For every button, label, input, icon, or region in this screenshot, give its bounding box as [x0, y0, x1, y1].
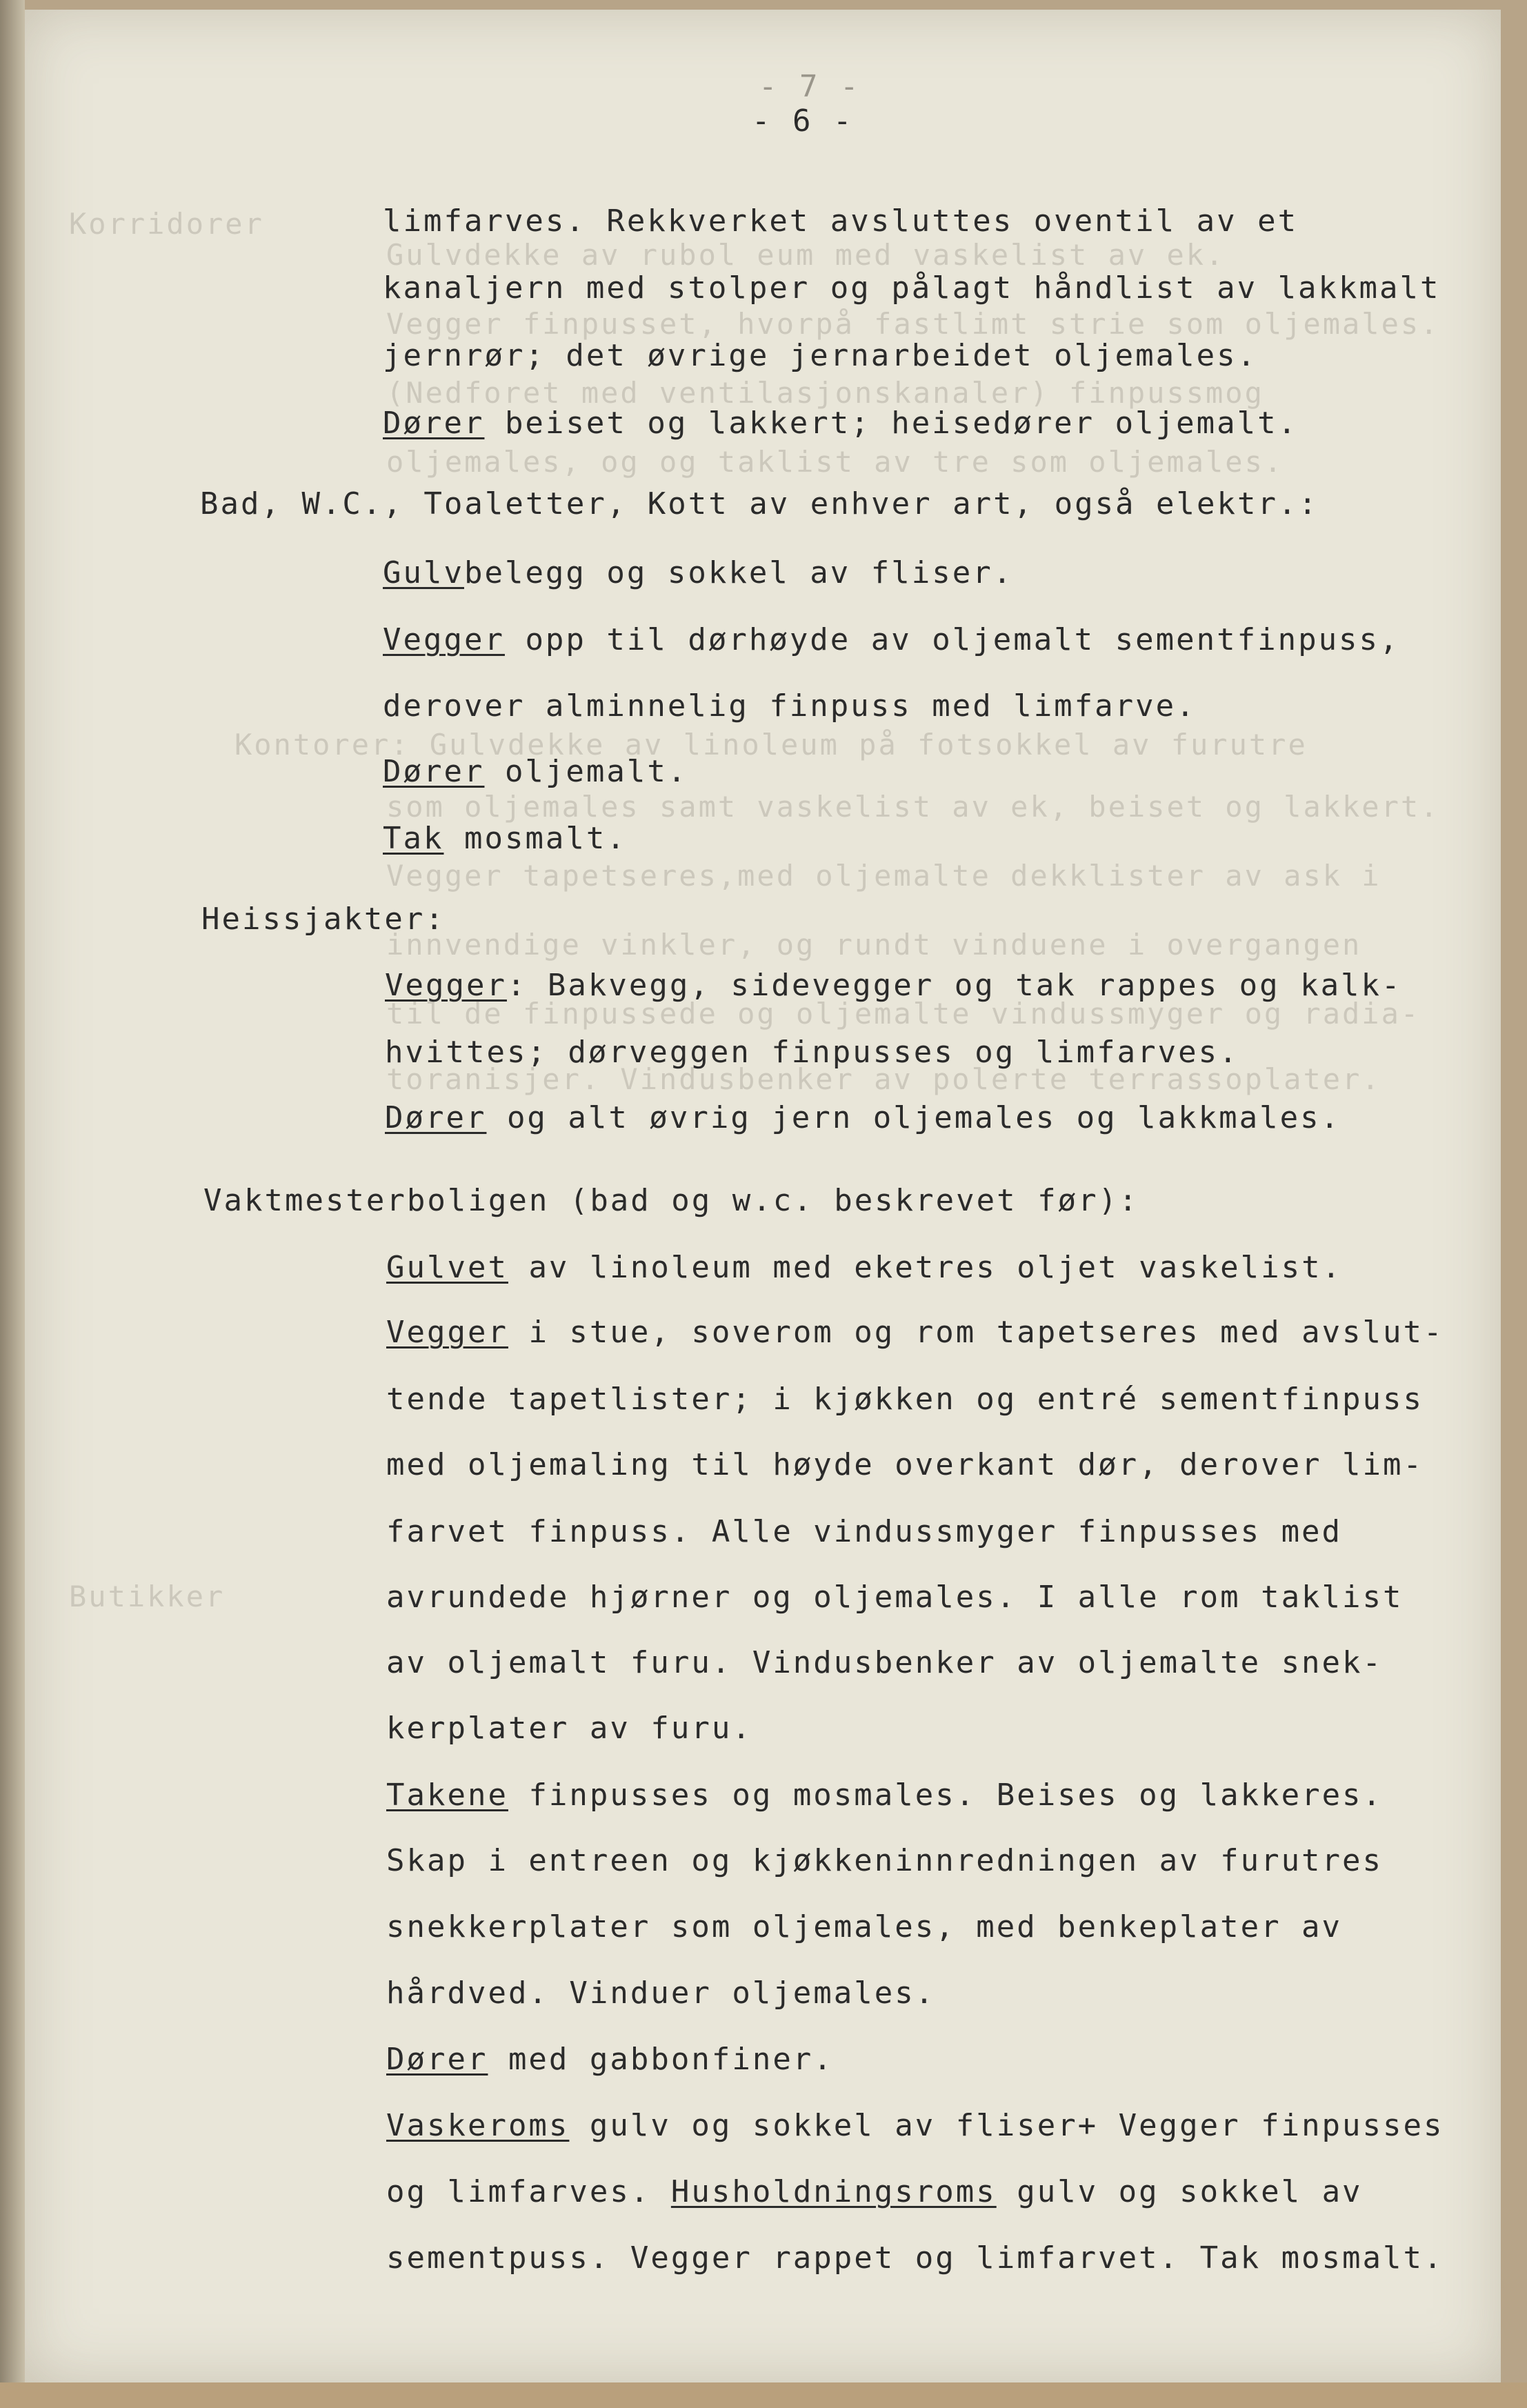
section-heading: Vaktmesterboligen (bad og w.c. beskrevet før): [203, 1183, 1139, 1218]
text-line: av oljemalt furu. Vindusbenker av oljemalte snek- [386, 1645, 1384, 1680]
underlined-term: Gulv [383, 555, 464, 590]
text-line: snekkerplater som oljemales, med benkeplater av [386, 1909, 1343, 1944]
underlined-term: Vegger [386, 1315, 508, 1350]
bleed-through-text: Vegger finpusset, hvorpå fastlimt strie som oljemales. [386, 307, 1440, 341]
text-line: tende tapetlister; i kjøkken og entré sementfinpuss [386, 1382, 1424, 1417]
text-line [386, 1250, 1342, 1285]
text-span: og limfarves. [386, 2174, 671, 2209]
text-line [383, 622, 1400, 657]
text-span: mosmalt. [443, 821, 627, 856]
underlined-term: Tak [383, 821, 444, 856]
bleed-through-text: som oljemales samt vaskelist av ek, beiset og lakkert. [386, 790, 1440, 824]
bleed-through-text: oljemales, og og taklist av tre som oljemales. [386, 445, 1284, 479]
text-line: kerplater av furu. [386, 1711, 752, 1746]
underlined-term: Husholdningsroms [670, 2174, 997, 2209]
binding-edge [0, 0, 25, 2408]
text-span: beiset og lakkert; heisedører oljemalt. [484, 406, 1299, 441]
text-line [385, 968, 1402, 1003]
text-line [386, 2108, 1444, 2143]
page-number-faint: - 7 - [759, 69, 861, 104]
text-span: opp til dørhøyde av oljemalt sementfinpuss, [504, 622, 1400, 657]
section-heading: Heissjakter: [201, 902, 446, 937]
underlined-term: Dører [383, 754, 485, 789]
text-line: avrundede hjørner og oljemales. I alle rom taklist [386, 1580, 1404, 1615]
underlined-term: Takene [386, 1778, 508, 1813]
text-line [383, 754, 688, 789]
page-number: - 6 - [752, 103, 854, 139]
text-line [385, 1100, 1341, 1135]
text-line: med oljemaling til høyde overkant dør, derover lim- [386, 1447, 1424, 1482]
underlined-term: Dører [383, 406, 485, 441]
text-line [386, 1315, 1444, 1350]
text-span: finpusses og mosmales. Beises og lakkeres. [508, 1778, 1384, 1813]
text-line: farvet finpuss. Alle vindussmyger finpusses med [386, 1514, 1343, 1549]
bleed-through-text: til de finpussede og oljemalte vindussmyger og radia- [386, 997, 1421, 1031]
text-line: limfarves. Rekkverket avsluttes oventil av et [383, 203, 1299, 239]
text-line: hvittes; dørveggen finpusses og limfarves. [385, 1035, 1239, 1070]
text-span: belegg og sokkel av fliser. [463, 555, 1014, 590]
text-span: gulv og sokkel av [996, 2174, 1363, 2209]
text-line: kanaljern med stolper og pålagt håndlist av lakkmalt [383, 270, 1441, 306]
text-span: : Bakvegg, sidevegger og tak rappes og kalk- [506, 968, 1402, 1003]
bleed-through-text: Korridorer [69, 207, 264, 241]
text-span: gulv og sokkel av fliser+ Vegger finpusses [569, 2108, 1444, 2143]
text-line [386, 2174, 1363, 2209]
text-line [383, 406, 1298, 441]
bleed-through-text: Kontorer: Gulvdekke av linoleum på fotsokkel av furutre [234, 728, 1308, 762]
bleed-through-text: (Nedforet med ventilasjonskanaler) finpussmog [386, 376, 1264, 410]
underlined-term: Vegger [385, 968, 507, 1003]
underlined-term: Dører [385, 1100, 487, 1135]
text-line: jernrør; det øvrige jernarbeidet oljemales. [383, 338, 1258, 373]
bleed-through-text: Butikker [69, 1580, 226, 1613]
text-span: med gabbonfiner. [488, 2042, 834, 2077]
text-line [386, 2042, 834, 2077]
bleed-through-text: Vegger tapetseres,med oljemalte dekklister av ask i [386, 859, 1381, 893]
underlined-term: Dører [386, 2042, 488, 2077]
text-line [383, 555, 1013, 590]
bleed-through-text: innvendige vinkler, og rundt vinduene i overgangen [386, 928, 1362, 962]
underlined-term: Vaskeroms [386, 2108, 570, 2143]
text-span: oljemalt. [484, 754, 688, 789]
text-line: derover alminnelig finpuss med limfarve. [383, 688, 1197, 724]
text-line: hårdved. Vinduer oljemales. [386, 1976, 936, 2011]
bleed-through-text: toranisjer. Vindusbenker av polerte terrassoplater. [386, 1062, 1381, 1096]
text-span: og alt øvrig jern oljemales og lakkmales. [486, 1100, 1341, 1135]
text-line: sementpuss. Vegger rappet og limfarvet. Tak mosmalt. [386, 2240, 1444, 2276]
text-line [386, 1778, 1383, 1813]
section-heading: Bad, W.C., Toaletter, Kott av enhver art, også elektr.: [200, 486, 1319, 521]
bleed-through-text: Gulvdekke av rubol eum med vaskelist av ek. [386, 238, 1226, 272]
text-span: i stue, soverom og rom tapetseres med avslut- [508, 1315, 1444, 1350]
text-line: Skap i entreen og kjøkkeninnredningen av furutres [386, 1843, 1384, 1878]
text-line [383, 821, 627, 856]
text-span: av linoleum med eketres oljet vaskelist. [508, 1250, 1343, 1285]
underlined-term: Gulvet [386, 1250, 508, 1285]
underlined-term: Vegger [383, 622, 505, 657]
page-bottom-edge [0, 2382, 1527, 2408]
